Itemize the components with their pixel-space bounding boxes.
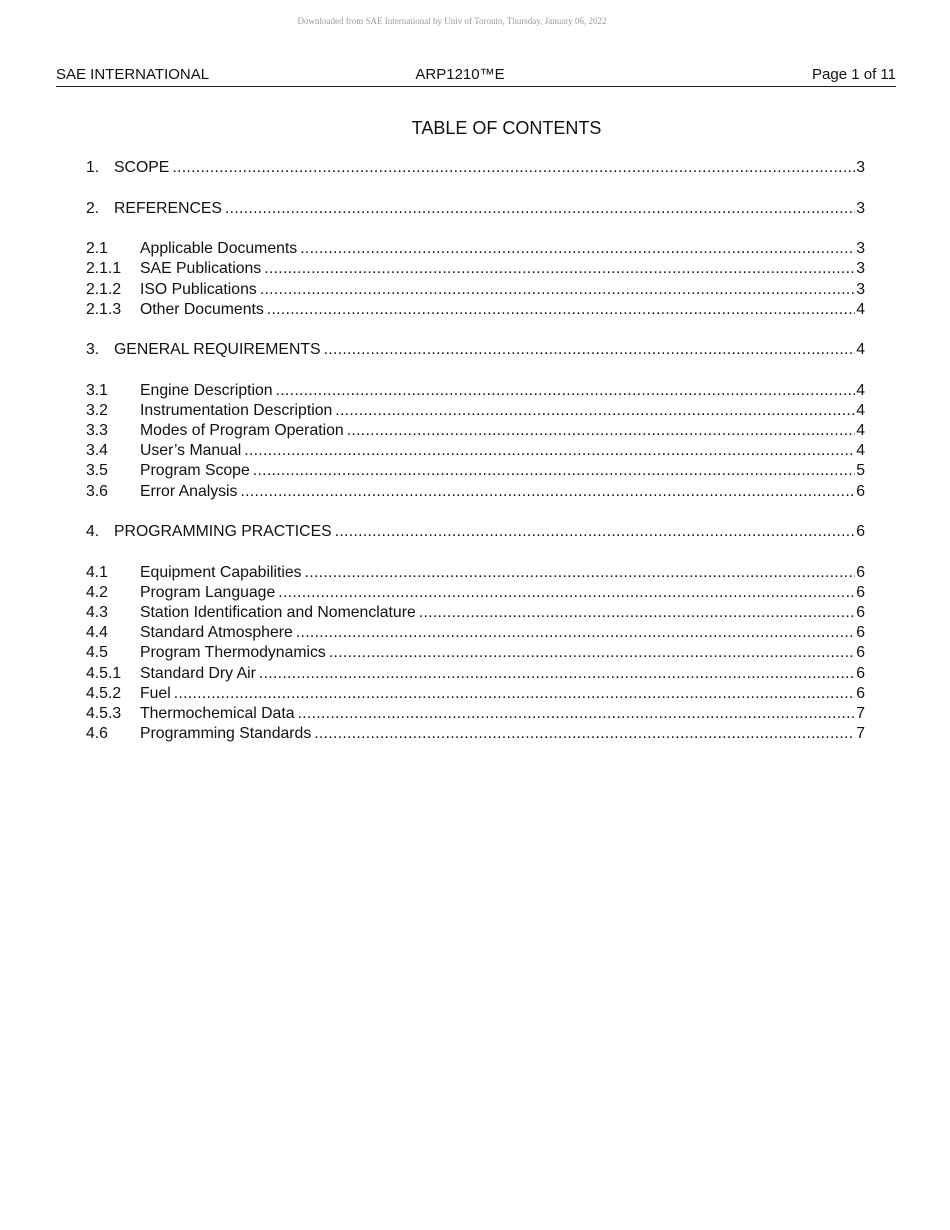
- toc-entry-page: 6: [856, 563, 865, 581]
- toc-entry-number: 4.2: [86, 583, 108, 601]
- dot-leader: [329, 643, 855, 663]
- toc-entry[interactable]: [86, 239, 865, 259]
- toc-entry-page: 6: [856, 583, 865, 601]
- dot-leader: [172, 158, 855, 178]
- toc-entry-number: 2.1.3: [86, 300, 122, 318]
- toc-entry-title: SAE Publications: [140, 260, 262, 278]
- toc-entry-page: 4: [856, 442, 865, 460]
- dot-leader: [324, 340, 856, 360]
- toc-entry-number: 3.: [86, 341, 100, 359]
- toc-entry-page: 7: [856, 725, 865, 743]
- toc-entry-page: 6: [856, 684, 865, 702]
- dot-leader: [260, 280, 855, 300]
- toc-entry-title: Error Analysis: [140, 482, 238, 500]
- toc-entry-title: Engine Description: [140, 381, 273, 399]
- toc-entry-title: Program Language: [140, 583, 276, 601]
- toc-entry-page: 6: [856, 482, 865, 500]
- document-number-text: ARP1210™E: [415, 66, 505, 83]
- toc-entry-title: Thermochemical Data: [140, 704, 295, 722]
- table-of-contents: [86, 158, 865, 744]
- toc-entry-number: 2.1.1: [86, 260, 122, 278]
- toc-entry-number: 4.5.2: [86, 684, 122, 702]
- toc-entry-title: Fuel: [140, 684, 171, 702]
- toc-entry[interactable]: [86, 300, 865, 320]
- toc-entry-number: 3.4: [86, 442, 108, 460]
- dot-leader: [347, 421, 856, 441]
- toc-entry-number: 4.1: [86, 563, 108, 581]
- page-number: Page 1 of 11: [812, 66, 896, 83]
- toc-entry-number: 3.6: [86, 482, 108, 500]
- toc-entry-number: 4.5.1: [86, 664, 122, 682]
- toc-entry-page: 6: [856, 664, 865, 682]
- toc-entry-number: 4.3: [86, 603, 108, 621]
- toc-entry-number: 4.6: [86, 725, 108, 743]
- toc-title: TABLE OF CONTENTS: [411, 118, 602, 138]
- toc-entry-page: 6: [856, 624, 865, 642]
- toc-entry[interactable]: [86, 401, 865, 421]
- toc-entry-number: 4.5: [86, 644, 108, 662]
- dot-leader: [244, 441, 855, 461]
- toc-entry-title: Programming Standards: [140, 725, 312, 743]
- dot-leader: [305, 563, 856, 583]
- toc-entry[interactable]: [86, 199, 865, 219]
- toc-entry-title: Equipment Capabilities: [140, 563, 302, 581]
- toc-entry-page: 4: [856, 341, 865, 359]
- toc-entry[interactable]: [86, 340, 865, 360]
- download-watermark: Downloaded from SAE International by Univ of Toronto, Thursday, January 06, 2022: [297, 16, 607, 26]
- toc-entry-title: Standard Atmosphere: [140, 624, 293, 642]
- toc-entry[interactable]: [86, 583, 865, 603]
- dot-leader: [419, 603, 855, 623]
- dot-leader: [300, 239, 855, 259]
- toc-entry-title: Program Thermodynamics: [140, 644, 326, 662]
- toc-entry-number: 2.1: [86, 240, 108, 258]
- toc-entry[interactable]: [86, 259, 865, 279]
- toc-entry-title: GENERAL REQUIREMENTS: [114, 341, 321, 359]
- dot-leader: [278, 583, 855, 603]
- toc-entry[interactable]: [86, 704, 865, 724]
- toc-entry[interactable]: [86, 603, 865, 623]
- toc-entry-title: PROGRAMMING PRACTICES: [114, 522, 332, 540]
- toc-entry-page: 4: [856, 381, 865, 399]
- dot-leader: [240, 482, 855, 502]
- toc-entry[interactable]: [86, 522, 865, 542]
- toc-entry[interactable]: [86, 643, 865, 663]
- page-header: [56, 66, 896, 87]
- toc-entry-number: 4.: [86, 522, 100, 540]
- toc-entry-page: 4: [856, 300, 865, 318]
- toc-entry-title: Program Scope: [140, 462, 250, 480]
- toc-entry-title: User’s Manual: [140, 442, 242, 460]
- dot-leader: [335, 401, 855, 421]
- toc-entry[interactable]: [86, 158, 865, 178]
- dot-leader: [264, 259, 855, 279]
- toc-entry-number: 2.: [86, 199, 100, 217]
- dot-leader: [267, 300, 855, 320]
- publisher-name: SAE INTERNATIONAL: [56, 66, 210, 83]
- toc-entry-page: 3: [856, 159, 865, 176]
- toc-entry[interactable]: [86, 421, 865, 441]
- toc-entry-title: Instrumentation Description: [140, 401, 333, 419]
- dot-leader: [335, 522, 856, 542]
- toc-entry-title: Station Identification and Nomenclature: [140, 603, 416, 621]
- toc-entry[interactable]: [86, 724, 865, 744]
- toc-entry[interactable]: [86, 381, 865, 401]
- toc-entry-title: Modes of Program Operation: [140, 422, 344, 440]
- dot-leader: [314, 724, 855, 744]
- toc-entry-page: 3: [856, 260, 865, 278]
- toc-entry[interactable]: [86, 684, 865, 704]
- dot-leader: [253, 461, 855, 481]
- toc-entry-title: Other Documents: [140, 300, 264, 318]
- toc-entry-page: 5: [856, 462, 865, 480]
- toc-entry-number: 3.3: [86, 422, 108, 440]
- dot-leader: [296, 623, 855, 643]
- toc-entry-title: Applicable Documents: [140, 240, 298, 258]
- document-number: [56, 66, 896, 83]
- toc-entry-title: REFERENCES: [114, 199, 222, 217]
- toc-entry-number: 3.2: [86, 401, 108, 419]
- toc-entry-page: 3: [856, 240, 865, 258]
- toc-entry-number: 3.5: [86, 462, 108, 480]
- toc-entry-page: 6: [856, 603, 865, 621]
- dot-leader: [259, 664, 855, 684]
- dot-leader: [298, 704, 856, 724]
- dot-leader: [276, 381, 856, 401]
- toc-entry-title: ISO Publications: [140, 280, 257, 298]
- toc-entry-page: 3: [856, 280, 865, 298]
- toc-entry[interactable]: [86, 280, 865, 300]
- toc-entry-number: 3.1: [86, 381, 108, 399]
- toc-entry-number: 4.4: [86, 624, 108, 642]
- toc-entry[interactable]: [86, 623, 865, 643]
- toc-entry-page: 7: [856, 704, 865, 722]
- dot-leader: [225, 199, 855, 219]
- toc-entry[interactable]: [86, 441, 865, 461]
- toc-entry[interactable]: [86, 664, 865, 684]
- toc-entry-number: 1.: [86, 159, 100, 176]
- toc-entry-page: 4: [856, 422, 865, 440]
- toc-entry-page: 6: [856, 522, 865, 540]
- toc-entry-page: 4: [856, 401, 865, 419]
- toc-entry[interactable]: [86, 461, 865, 481]
- dot-leader: [174, 684, 855, 704]
- toc-entry[interactable]: [86, 563, 865, 583]
- toc-entry[interactable]: [86, 482, 865, 502]
- toc-entry-page: 6: [856, 644, 865, 662]
- toc-entry-title: SCOPE: [114, 159, 170, 176]
- toc-entry-page: 3: [856, 199, 865, 217]
- toc-entry-number: 4.5.3: [86, 704, 122, 722]
- toc-entry-title: Standard Dry Air: [140, 664, 256, 682]
- toc-entry-number: 2.1.2: [86, 280, 122, 298]
